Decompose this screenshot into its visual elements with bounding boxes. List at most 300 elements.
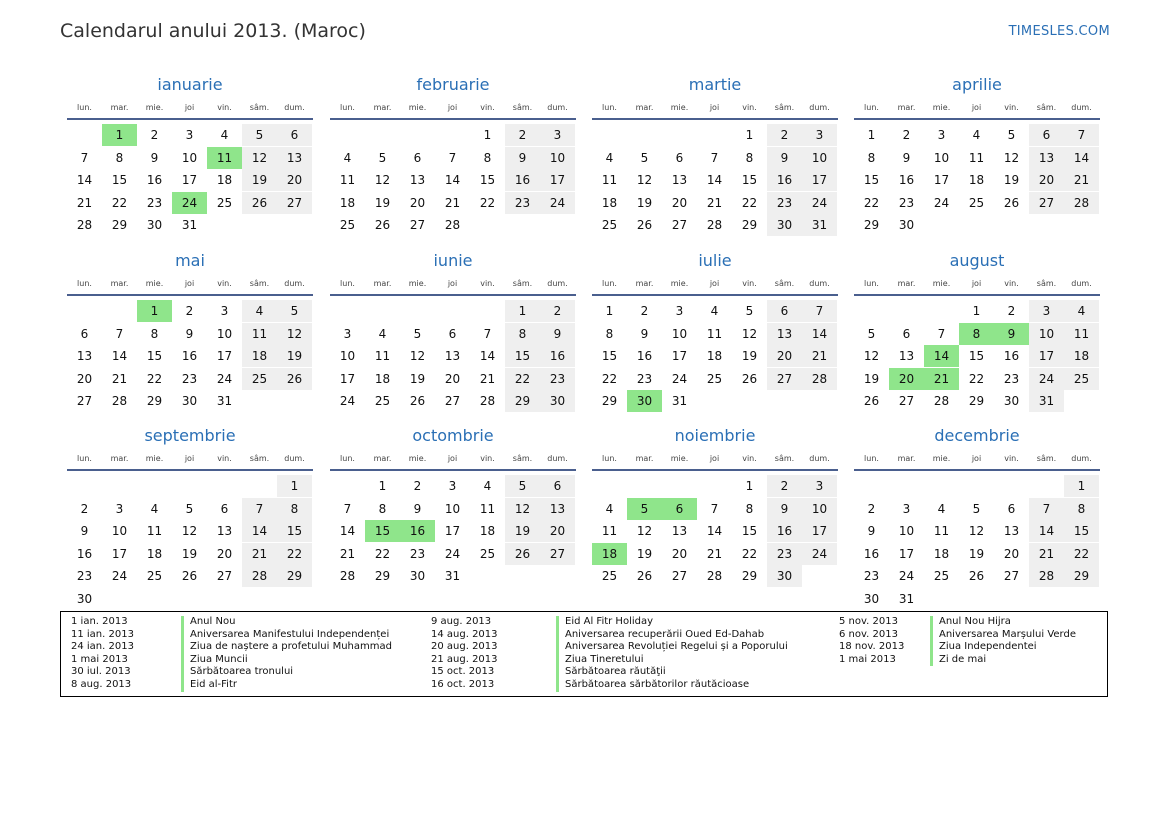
day-cell[interactable]: 25 — [216, 195, 233, 210]
day-cell[interactable]: 25 — [968, 195, 985, 210]
day-cell[interactable]: 1 — [378, 479, 387, 493]
day-cell[interactable]: 14 — [1029, 520, 1064, 542]
day-cell[interactable]: 23 — [181, 371, 198, 386]
day-cell[interactable]: 24 — [172, 192, 207, 214]
day-cell[interactable]: 24 — [802, 192, 837, 214]
day-cell[interactable]: 31 — [444, 569, 461, 583]
day-cell[interactable]: 15 — [968, 349, 985, 363]
day-cell[interactable]: 4 — [710, 304, 719, 318]
day-cell[interactable]: 28 — [802, 368, 837, 390]
day-cell[interactable]: 30 — [409, 569, 426, 583]
day-cell[interactable]: 15 — [601, 349, 618, 363]
day-cell[interactable]: 4 — [972, 128, 981, 142]
day-cell[interactable]: 20 — [1003, 546, 1020, 561]
day-cell[interactable]: 5 — [627, 498, 662, 520]
day-cell[interactable]: 6 — [1029, 124, 1064, 146]
day-cell[interactable]: 2 — [540, 300, 575, 322]
day-cell[interactable]: 27 — [671, 218, 688, 232]
day-cell[interactable]: 9 — [150, 150, 159, 165]
day-cell[interactable]: 26 — [636, 569, 653, 583]
day-cell[interactable]: 25 — [601, 218, 618, 232]
day-cell[interactable]: 19 — [1003, 173, 1020, 187]
day-cell[interactable]: 23 — [146, 195, 163, 210]
day-cell[interactable]: 22 — [741, 546, 758, 561]
day-cell[interactable]: 25 — [146, 569, 163, 583]
day-cell[interactable]: 22 — [479, 195, 496, 210]
day-cell[interactable]: 7 — [343, 501, 352, 516]
day-cell[interactable]: 18 — [146, 546, 163, 561]
day-cell[interactable]: 10 — [671, 326, 688, 341]
day-cell[interactable]: 22 — [1064, 543, 1099, 565]
day-cell[interactable]: 30 — [863, 591, 880, 606]
day-cell[interactable]: 19 — [968, 546, 985, 561]
day-cell[interactable]: 18 — [592, 543, 627, 565]
day-cell[interactable]: 15 — [741, 173, 758, 187]
day-cell[interactable]: 13 — [671, 173, 688, 187]
day-cell[interactable]: 19 — [242, 169, 277, 191]
day-cell[interactable]: 10 — [1029, 323, 1064, 345]
day-cell[interactable]: 30 — [1003, 394, 1020, 408]
day-cell[interactable]: 11 — [601, 173, 618, 187]
day-cell[interactable]: 28 — [76, 218, 93, 232]
day-cell[interactable]: 1 — [505, 300, 540, 322]
day-cell[interactable]: 26 — [1003, 195, 1020, 210]
day-cell[interactable]: 20 — [216, 546, 233, 561]
day-cell[interactable]: 9 — [767, 147, 802, 169]
day-cell[interactable]: 15 — [277, 520, 312, 542]
day-cell[interactable]: 10 — [444, 501, 461, 516]
day-cell[interactable]: 9 — [80, 524, 89, 538]
day-cell[interactable]: 8 — [277, 498, 312, 520]
day-cell[interactable]: 17 — [802, 520, 837, 542]
day-cell[interactable]: 12 — [636, 524, 653, 538]
day-cell[interactable]: 16 — [505, 169, 540, 191]
day-cell[interactable]: 16 — [181, 349, 198, 363]
day-cell[interactable]: 13 — [444, 349, 461, 363]
day-cell[interactable]: 19 — [374, 195, 391, 210]
day-cell[interactable]: 5 — [640, 150, 649, 165]
day-cell[interactable]: 22 — [741, 195, 758, 210]
day-cell[interactable]: 29 — [601, 394, 618, 408]
day-cell[interactable]: 7 — [1029, 498, 1064, 520]
day-cell[interactable]: 27 — [767, 368, 802, 390]
day-cell[interactable]: 9 — [540, 323, 575, 345]
brand-link[interactable]: TIMESLES.COM — [1008, 24, 1110, 39]
day-cell[interactable]: 25 — [479, 546, 496, 561]
day-cell[interactable]: 15 — [146, 349, 163, 363]
day-cell[interactable]: 27 — [1003, 569, 1020, 583]
day-cell[interactable]: 5 — [277, 300, 312, 322]
day-cell[interactable]: 31 — [802, 214, 837, 236]
day-cell[interactable]: 28 — [111, 394, 128, 408]
day-cell[interactable]: 17 — [181, 173, 198, 187]
day-cell[interactable]: 5 — [745, 304, 754, 318]
day-cell[interactable]: 11 — [933, 524, 950, 538]
day-cell[interactable]: 8 — [867, 150, 876, 165]
day-cell[interactable]: 20 — [671, 195, 688, 210]
day-cell[interactable]: 3 — [115, 501, 124, 516]
day-cell[interactable]: 22 — [505, 368, 540, 390]
day-cell[interactable]: 22 — [601, 371, 618, 386]
day-cell[interactable]: 30 — [767, 565, 802, 587]
day-cell[interactable]: 8 — [505, 323, 540, 345]
day-cell[interactable]: 14 — [479, 349, 496, 363]
day-cell[interactable]: 27 — [277, 192, 312, 214]
day-cell[interactable]: 20 — [671, 546, 688, 561]
day-cell[interactable]: 9 — [867, 524, 876, 538]
day-cell[interactable]: 11 — [339, 173, 356, 187]
day-cell[interactable]: 14 — [706, 524, 723, 538]
day-cell[interactable]: 4 — [343, 150, 352, 165]
day-cell[interactable]: 2 — [80, 501, 89, 516]
day-cell[interactable]: 16 — [540, 345, 575, 367]
day-cell[interactable]: 20 — [889, 368, 924, 390]
day-cell[interactable]: 11 — [1064, 323, 1099, 345]
day-cell[interactable]: 2 — [1007, 304, 1016, 318]
day-cell[interactable]: 22 — [863, 195, 880, 210]
day-cell[interactable]: 28 — [479, 394, 496, 408]
day-cell[interactable]: 14 — [76, 173, 93, 187]
day-cell[interactable]: 1 — [867, 128, 876, 142]
day-cell[interactable]: 2 — [185, 304, 194, 318]
day-cell[interactable]: 24 — [671, 371, 688, 386]
day-cell[interactable]: 16 — [898, 173, 915, 187]
day-cell[interactable]: 1 — [102, 124, 137, 146]
day-cell[interactable]: 13 — [767, 323, 802, 345]
day-cell[interactable]: 31 — [898, 591, 915, 606]
day-cell[interactable]: 24 — [1029, 368, 1064, 390]
day-cell[interactable]: 1 — [277, 475, 312, 497]
day-cell[interactable]: 29 — [741, 218, 758, 232]
day-cell[interactable]: 2 — [767, 475, 802, 497]
day-cell[interactable]: 26 — [277, 368, 312, 390]
day-cell[interactable]: 4 — [605, 150, 614, 165]
day-cell[interactable]: 11 — [601, 524, 618, 538]
day-cell[interactable]: 26 — [505, 543, 540, 565]
day-cell[interactable]: 19 — [181, 546, 198, 561]
day-cell[interactable]: 17 — [671, 349, 688, 363]
day-cell[interactable]: 24 — [898, 569, 915, 583]
day-cell[interactable]: 12 — [277, 323, 312, 345]
day-cell[interactable]: 11 — [146, 524, 163, 538]
day-cell[interactable]: 21 — [76, 195, 93, 210]
day-cell[interactable]: 25 — [601, 569, 618, 583]
day-cell[interactable]: 7 — [242, 498, 277, 520]
day-cell[interactable]: 18 — [216, 173, 233, 187]
day-cell[interactable]: 16 — [636, 349, 653, 363]
day-cell[interactable]: 21 — [706, 546, 723, 561]
day-cell[interactable]: 2 — [867, 501, 876, 516]
day-cell[interactable]: 13 — [671, 524, 688, 538]
day-cell[interactable]: 1 — [745, 479, 754, 493]
day-cell[interactable]: 15 — [741, 524, 758, 538]
day-cell[interactable]: 25 — [1064, 368, 1099, 390]
day-cell[interactable]: 2 — [640, 304, 649, 318]
day-cell[interactable]: 20 — [767, 345, 802, 367]
day-cell[interactable]: 29 — [741, 569, 758, 583]
day-cell[interactable]: 8 — [605, 326, 614, 341]
day-cell[interactable]: 15 — [863, 173, 880, 187]
day-cell[interactable]: 11 — [374, 349, 391, 363]
day-cell[interactable]: 6 — [1007, 501, 1016, 516]
day-cell[interactable]: 17 — [216, 349, 233, 363]
day-cell[interactable]: 27 — [216, 569, 233, 583]
day-cell[interactable]: 3 — [1029, 300, 1064, 322]
day-cell[interactable]: 5 — [185, 501, 194, 516]
day-cell[interactable]: 22 — [968, 371, 985, 386]
day-cell[interactable]: 12 — [636, 173, 653, 187]
day-cell[interactable]: 3 — [902, 501, 911, 516]
day-cell[interactable]: 5 — [505, 475, 540, 497]
day-cell[interactable]: 28 — [706, 218, 723, 232]
day-cell[interactable]: 5 — [972, 501, 981, 516]
day-cell[interactable]: 2 — [150, 128, 159, 142]
day-cell[interactable]: 4 — [605, 501, 614, 516]
day-cell[interactable]: 1 — [605, 304, 614, 318]
day-cell[interactable]: 18 — [339, 195, 356, 210]
day-cell[interactable]: 23 — [409, 546, 426, 561]
day-cell[interactable]: 27 — [444, 394, 461, 408]
day-cell[interactable]: 13 — [277, 147, 312, 169]
day-cell[interactable]: 29 — [968, 394, 985, 408]
day-cell[interactable]: 15 — [1064, 520, 1099, 542]
day-cell[interactable]: 17 — [802, 169, 837, 191]
day-cell[interactable]: 12 — [863, 349, 880, 363]
day-cell[interactable]: 8 — [745, 150, 754, 165]
day-cell[interactable]: 28 — [242, 565, 277, 587]
day-cell[interactable]: 1 — [745, 128, 754, 142]
day-cell[interactable]: 21 — [1064, 169, 1099, 191]
day-cell[interactable]: 22 — [374, 546, 391, 561]
day-cell[interactable]: 3 — [802, 124, 837, 146]
day-cell[interactable]: 7 — [710, 150, 719, 165]
day-cell[interactable]: 4 — [242, 300, 277, 322]
day-cell[interactable]: 6 — [80, 326, 89, 341]
day-cell[interactable]: 23 — [1003, 371, 1020, 386]
day-cell[interactable]: 7 — [802, 300, 837, 322]
day-cell[interactable]: 20 — [540, 520, 575, 542]
day-cell[interactable]: 28 — [444, 218, 461, 232]
day-cell[interactable]: 17 — [111, 546, 128, 561]
day-cell[interactable]: 13 — [1029, 147, 1064, 169]
day-cell[interactable]: 7 — [937, 326, 946, 341]
day-cell[interactable]: 9 — [994, 323, 1029, 345]
day-cell[interactable]: 8 — [483, 150, 492, 165]
day-cell[interactable]: 16 — [767, 169, 802, 191]
day-cell[interactable]: 2 — [505, 124, 540, 146]
day-cell[interactable]: 6 — [413, 150, 422, 165]
day-cell[interactable]: 22 — [277, 543, 312, 565]
day-cell[interactable]: 21 — [479, 371, 496, 386]
day-cell[interactable]: 18 — [374, 371, 391, 386]
day-cell[interactable]: 4 — [378, 326, 387, 341]
day-cell[interactable]: 24 — [802, 543, 837, 565]
day-cell[interactable]: 12 — [1003, 150, 1020, 165]
day-cell[interactable]: 18 — [706, 349, 723, 363]
day-cell[interactable]: 1 — [972, 304, 981, 318]
day-cell[interactable]: 25 — [933, 569, 950, 583]
day-cell[interactable]: 29 — [505, 390, 540, 412]
day-cell[interactable]: 20 — [444, 371, 461, 386]
day-cell[interactable]: 6 — [277, 124, 312, 146]
day-cell[interactable]: 15 — [505, 345, 540, 367]
day-cell[interactable]: 8 — [150, 326, 159, 341]
day-cell[interactable]: 21 — [339, 546, 356, 561]
day-cell[interactable]: 27 — [409, 218, 426, 232]
day-cell[interactable]: 7 — [80, 150, 89, 165]
day-cell[interactable]: 28 — [933, 394, 950, 408]
day-cell[interactable]: 14 — [802, 323, 837, 345]
day-cell[interactable]: 18 — [601, 195, 618, 210]
day-cell[interactable]: 3 — [343, 326, 352, 341]
day-cell[interactable]: 21 — [1029, 543, 1064, 565]
day-cell[interactable]: 13 — [1003, 524, 1020, 538]
day-cell[interactable]: 14 — [706, 173, 723, 187]
day-cell[interactable]: 15 — [365, 520, 400, 542]
day-cell[interactable]: 26 — [636, 218, 653, 232]
day-cell[interactable]: 24 — [339, 394, 356, 408]
day-cell[interactable]: 29 — [863, 218, 880, 232]
day-cell[interactable]: 31 — [181, 218, 198, 232]
day-cell[interactable]: 4 — [220, 128, 229, 142]
day-cell[interactable]: 3 — [937, 128, 946, 142]
day-cell[interactable]: 14 — [1064, 147, 1099, 169]
day-cell[interactable]: 14 — [924, 345, 959, 367]
day-cell[interactable]: 25 — [339, 218, 356, 232]
day-cell[interactable]: 31 — [671, 394, 688, 408]
day-cell[interactable]: 26 — [741, 371, 758, 386]
day-cell[interactable]: 28 — [1029, 565, 1064, 587]
day-cell[interactable]: 18 — [479, 524, 496, 538]
day-cell[interactable]: 23 — [76, 569, 93, 583]
day-cell[interactable]: 11 — [242, 323, 277, 345]
day-cell[interactable]: 8 — [745, 501, 754, 516]
day-cell[interactable]: 20 — [1029, 169, 1064, 191]
day-cell[interactable]: 3 — [185, 128, 194, 142]
day-cell[interactable]: 5 — [242, 124, 277, 146]
day-cell[interactable]: 16 — [863, 546, 880, 561]
day-cell[interactable]: 29 — [146, 394, 163, 408]
day-cell[interactable]: 20 — [409, 195, 426, 210]
day-cell[interactable]: 30 — [181, 394, 198, 408]
day-cell[interactable]: 8 — [959, 323, 994, 345]
day-cell[interactable]: 6 — [540, 475, 575, 497]
day-cell[interactable]: 20 — [277, 169, 312, 191]
day-cell[interactable]: 31 — [1029, 390, 1064, 412]
day-cell[interactable]: 19 — [277, 345, 312, 367]
day-cell[interactable]: 5 — [413, 326, 422, 341]
day-cell[interactable]: 25 — [706, 371, 723, 386]
day-cell[interactable]: 23 — [863, 569, 880, 583]
day-cell[interactable]: 4 — [1064, 300, 1099, 322]
day-cell[interactable]: 7 — [483, 326, 492, 341]
day-cell[interactable]: 24 — [540, 192, 575, 214]
day-cell[interactable]: 9 — [767, 498, 802, 520]
day-cell[interactable]: 8 — [378, 501, 387, 516]
day-cell[interactable]: 21 — [444, 195, 461, 210]
day-cell[interactable]: 18 — [968, 173, 985, 187]
day-cell[interactable]: 10 — [540, 147, 575, 169]
day-cell[interactable]: 13 — [898, 349, 915, 363]
day-cell[interactable]: 6 — [902, 326, 911, 341]
day-cell[interactable]: 16 — [146, 173, 163, 187]
day-cell[interactable]: 23 — [505, 192, 540, 214]
day-cell[interactable]: 7 — [1064, 124, 1099, 146]
day-cell[interactable]: 1 — [1064, 475, 1099, 497]
day-cell[interactable]: 16 — [1003, 349, 1020, 363]
day-cell[interactable]: 21 — [242, 543, 277, 565]
day-cell[interactable]: 11 — [706, 326, 723, 341]
day-cell[interactable]: 26 — [181, 569, 198, 583]
day-cell[interactable]: 19 — [863, 371, 880, 386]
day-cell[interactable]: 27 — [76, 394, 93, 408]
day-cell[interactable]: 12 — [242, 147, 277, 169]
day-cell[interactable]: 26 — [374, 218, 391, 232]
day-cell[interactable]: 5 — [867, 326, 876, 341]
day-cell[interactable]: 18 — [1064, 345, 1099, 367]
day-cell[interactable]: 24 — [216, 371, 233, 386]
day-cell[interactable]: 21 — [802, 345, 837, 367]
day-cell[interactable]: 13 — [540, 498, 575, 520]
day-cell[interactable]: 17 — [339, 371, 356, 386]
day-cell[interactable]: 28 — [339, 569, 356, 583]
day-cell[interactable]: 12 — [741, 326, 758, 341]
day-cell[interactable]: 17 — [898, 546, 915, 561]
day-cell[interactable]: 23 — [540, 368, 575, 390]
day-cell[interactable]: 15 — [479, 173, 496, 187]
day-cell[interactable]: 7 — [448, 150, 457, 165]
day-cell[interactable]: 25 — [374, 394, 391, 408]
day-cell[interactable]: 27 — [540, 543, 575, 565]
day-cell[interactable]: 18 — [933, 546, 950, 561]
day-cell[interactable]: 19 — [636, 195, 653, 210]
day-cell[interactable]: 1 — [483, 128, 492, 142]
day-cell[interactable]: 24 — [444, 546, 461, 561]
day-cell[interactable]: 26 — [409, 394, 426, 408]
day-cell[interactable]: 31 — [216, 394, 233, 408]
day-cell[interactable]: 7 — [115, 326, 124, 341]
day-cell[interactable]: 16 — [400, 520, 435, 542]
day-cell[interactable]: 2 — [767, 124, 802, 146]
day-cell[interactable]: 16 — [76, 546, 93, 561]
day-cell[interactable]: 26 — [968, 569, 985, 583]
day-cell[interactable]: 14 — [111, 349, 128, 363]
day-cell[interactable]: 2 — [413, 479, 422, 493]
day-cell[interactable]: 24 — [111, 569, 128, 583]
day-cell[interactable]: 10 — [111, 524, 128, 538]
day-cell[interactable]: 11 — [207, 147, 242, 169]
day-cell[interactable]: 3 — [540, 124, 575, 146]
day-cell[interactable]: 7 — [710, 501, 719, 516]
day-cell[interactable]: 29 — [1064, 565, 1099, 587]
day-cell[interactable]: 28 — [1064, 192, 1099, 214]
day-cell[interactable]: 12 — [409, 349, 426, 363]
day-cell[interactable]: 9 — [640, 326, 649, 341]
day-cell[interactable]: 29 — [374, 569, 391, 583]
day-cell[interactable]: 27 — [1029, 192, 1064, 214]
day-cell[interactable]: 12 — [968, 524, 985, 538]
day-cell[interactable]: 30 — [146, 218, 163, 232]
day-cell[interactable]: 13 — [409, 173, 426, 187]
day-cell[interactable]: 26 — [242, 192, 277, 214]
day-cell[interactable]: 9 — [505, 147, 540, 169]
day-cell[interactable]: 9 — [413, 501, 422, 516]
day-cell[interactable]: 13 — [76, 349, 93, 363]
day-cell[interactable]: 10 — [216, 326, 233, 341]
day-cell[interactable]: 26 — [863, 394, 880, 408]
day-cell[interactable]: 12 — [181, 524, 198, 538]
day-cell[interactable]: 14 — [444, 173, 461, 187]
